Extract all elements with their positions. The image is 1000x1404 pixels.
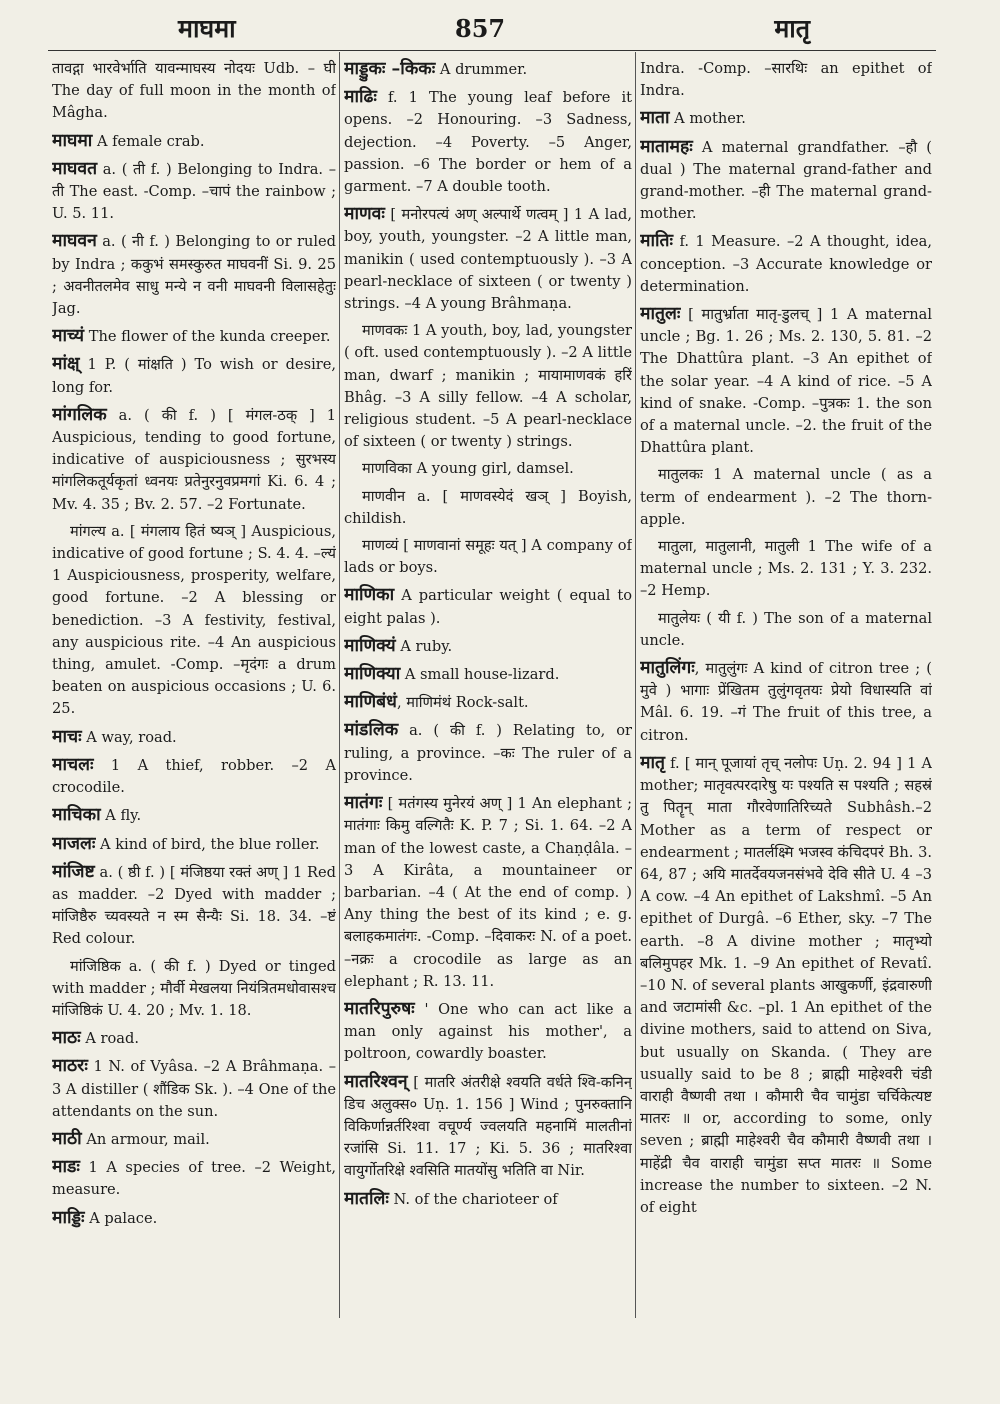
dictionary-entry — [640, 303, 932, 459]
entry-definition: A small house-lizard. — [400, 666, 560, 684]
dictionary-entry — [344, 719, 632, 787]
column-divider — [339, 52, 340, 1318]
entry-headword: माठः — [52, 1028, 81, 1049]
entry-definition: 1 A thief, robber. –2 A crocodile. — [52, 756, 336, 797]
entry-definition: A drummer. — [435, 61, 528, 78]
entry-headword: मातृ — [640, 752, 665, 773]
dictionary-entry — [344, 663, 632, 686]
entry-definition: f. 1 Measure. –2 A thought, idea, conception. –3 Accurate knowledge or determination. — [640, 233, 932, 295]
entry-definition: 1 A species of tree. –2 Weight, measure. — [52, 1159, 336, 1199]
entry-definition: a. ( नी f. ) Belonging to or ruled by Indra ; ककुभं समस्कुरुत माघवनीं Si. 9. 25 ; अवनीतलमेव साधु मन्ये न वनी माघवनी विलासहेतुः Jag. — [52, 233, 336, 318]
dictionary-entry — [344, 998, 632, 1066]
page-number: 857 — [455, 14, 506, 43]
dictionary-entry — [52, 130, 336, 153]
dictionary-entry — [344, 635, 632, 658]
entry-headword: माणवः — [344, 204, 385, 225]
entry-definition: तावद्गा भारवेर्भाति यावन्माघस्य नोदयः Udb. – घी The day of full moon in the month of Mâgha. — [52, 60, 336, 122]
entry-definition: a. ( ष्ठी f. ) [ मंजिष्ठया रक्तं अण् ] 1 Red as madder. –2 Dyed with madder ; मांजिष्ठैरु च्यवस्यते न स्म सैन्यैः Si. 18. 34. –ष्टं Red colour. — [52, 863, 336, 948]
entry-definition: N. of the charioteer of — [388, 1190, 558, 1208]
entry-definition: 1 P. ( मांक्षति ) To wish or desire, long for. — [52, 356, 336, 396]
dictionary-entry — [640, 58, 932, 102]
dictionary-entry — [52, 230, 336, 320]
dictionary-entry — [344, 203, 632, 315]
entry-definition: मांगल्य a. [ मंगलाय हितं ष्यञ् ] Auspicious, indicative of good fortune ; S. 4. 4. –ल्यं 1 Auspiciousness, prosperity, welfare, good fortune. –2 A blessing or benediction. –3 A festivity, festival, any auspicious rite. –4 An auspicious thing, amulet. -Comp. –मृदंगः a drum beaten on auspicious occasions ; U. 6. 25. — [52, 522, 336, 718]
entry-definition: मांजिष्ठिक a. ( की f. ) Dyed or tinged with madder ; मौर्वी मेखलया नियंत्रितमधोवासश्च मांजिष्ठिकं U. 4. 20 ; Mv. 1. 18. — [52, 957, 336, 1019]
entry-definition: [ मातुर्भ्राता मातृ-डुलच् ] 1 A maternal uncle ; Bg. 1. 26 ; Ms. 2. 130, 5. 81. –2 The Dhattûra plant. –3 An epithet of the solar year. –4 A kind of rice. –5 A kind of snake. -Comp. –पुत्रकः 1. the son of a maternal uncle. –2. the fruit of the Dhattûra plant. — [640, 306, 932, 457]
entry-headword: मातुलः — [640, 304, 681, 325]
entry-definition: f. [ मान् पूजायां तृच् नलोपः Uṇ. 2. 94 ] 1 A mother; मातृवत्परदारेषु यः पश्यति स पश्यति ; सहस्रं तु पितॄन् माता गौरवेणातिरिच्यते Subhâsh.–2 Mother as a term of respect or endearment ; मातर्लक्ष्मि भजस्व कंचिदपरं Bh. 3. 64, 87 ; अयि मातर्देवयजनसंभवे देवि सीते U. 4 –3 A cow. –4 An epithet of Lakshmî. –5 An epithet of Durgâ. –6 Ether, sky. –7 The earth. –8 A divine mother ; मातृभ्यो बलिमुपहर Mk. 1. –9 An epithet of Revatî. –10 N. of several plants आखुकर्णी, इंद्रवारुणी and जटामांसी &c. –pl. 1 An epithet of the divine mothers, said to attend on Siva, but usually on Skanda. ( They are usually said to be 8 ; ब्राह्मी माहेश्वरी चंडी वाराही वैष्णवी तथा । कौमारी चैव चामुंडा चर्चिकेत्यष्ट मातरः ॥ or, according to some, only seven ; ब्राह्मी माहेश्वरी चैव कौमारी वैष्णवी तथा । माहेंद्री चैव वाराही चामुंडा सप्त मातरः ॥ Some increase the number to sixteen. –2 N. of eight — [640, 754, 932, 1216]
entry-headword: माणिक्यं — [344, 635, 396, 656]
entry-headword: माता — [640, 108, 670, 129]
dictionary-entry — [640, 657, 932, 747]
entry-definition: माणव्यं [ माणवानां समूहः यत् ] A company of lads or boys. — [344, 537, 632, 577]
entry-headword: मांक्ष् — [52, 354, 80, 375]
entry-headword: माघमा — [52, 130, 93, 151]
dictionary-entry — [52, 833, 336, 856]
dictionary-entry — [52, 1027, 336, 1050]
dictionary-entry — [344, 584, 632, 629]
entry-headword: माठरः — [52, 1056, 88, 1077]
dictionary-entry — [640, 608, 932, 652]
column-1 — [52, 58, 336, 1388]
entry-definition: A mother. — [669, 110, 746, 128]
entry-headword: माचिका — [52, 805, 101, 826]
dictionary-entry — [52, 956, 336, 1023]
dictionary-entry — [640, 536, 932, 603]
dictionary-entry — [344, 1188, 632, 1211]
header-rule — [48, 50, 936, 51]
dictionary-entry — [52, 1055, 336, 1123]
dictionary-entry — [52, 1207, 336, 1230]
entry-definition: Indra. -Comp. –सारथिः an epithet of Indra. — [640, 60, 932, 100]
entry-headword: माणिबंधं — [344, 692, 397, 713]
dictionary-entry — [52, 1156, 336, 1201]
entry-definition: माणविका A young girl, damsel. — [362, 460, 574, 478]
entry-definition: A maternal grandfather. –हौ ( dual ) The maternal grand-father and grand-mother. –ही The maternal grand-mother. — [640, 138, 932, 223]
entry-definition: माणवीन a. [ माणवस्येदं खञ् ] Boyish, childish. — [344, 487, 632, 527]
entry-definition: A way, road. — [81, 728, 177, 746]
dictionary-entry — [52, 404, 336, 516]
dictionary-entry — [640, 752, 932, 1219]
entry-definition: f. 1 The young leaf before it opens. –2 Honouring. –3 Sadness, dejection. –4 Poverty. –5 Anger, passion. –6 The border or hem of a garment. –7 A double tooth. — [344, 89, 632, 196]
entry-definition: मातुलेयः ( यी f. ) The son of a maternal uncle. — [640, 609, 932, 649]
entry-definition: A road. — [80, 1030, 139, 1048]
entry-definition: A palace. — [84, 1209, 158, 1227]
entry-definition: A fly. — [100, 807, 142, 825]
entry-headword: मातरिपुरुषः — [344, 998, 415, 1019]
dictionary-entry — [52, 353, 336, 398]
entry-definition: A kind of bird, the blue roller. — [95, 835, 320, 853]
entry-headword: माडः — [52, 1157, 80, 1178]
entry-definition: ' One who can act like a man only against his mother', a poltroon, cowardly boaster. — [344, 1000, 632, 1063]
entry-definition: 1 N. of Vyâsa. –2 A Brâhmaṇa. –3 A distiller ( शौंडिक Sk. ). –4 One of the attendants on the sun. — [52, 1058, 336, 1120]
entry-headword: माजलः — [52, 833, 96, 854]
entry-headword: माच्यं — [52, 326, 85, 347]
entry-definition: , मातुलुंगः A kind of citron tree ; ( मुवे ) भागाः प्रेंखितम तुलुंगवृतयः प्रेयो विधास्यति वां Mâl. 6. 19. –गं The fruit of this tree, a citron. — [640, 660, 932, 744]
entry-definition: An armour, mail. — [81, 1130, 210, 1148]
dictionary-entry — [344, 792, 632, 993]
entry-definition: मातुला, मातुलानी, मातुली 1 The wife of a maternal uncle ; Ms. 2. 131 ; Y. 3. 232. –2 Hemp. — [640, 538, 932, 600]
entry-headword: मांजिष्ट — [52, 861, 95, 882]
entry-definition: माणवकः 1 A youth, boy, lad, youngster ( oft. used contemptuously ). –2 A little man, dwarf ; manikin ; मायामाणवकं हरिं Bhâg. –3 A silly fellow. –4 A scholar, religious student. –5 A pearl-necklace of sixteen ( or twenty ) strings. — [344, 322, 632, 451]
entry-definition: A particular weight ( equal to eight palas ). — [344, 587, 632, 627]
dictionary-entry — [640, 107, 932, 130]
entry-headword: माघवत — [52, 158, 98, 179]
entry-headword: माचलः — [52, 754, 94, 775]
dictionary-entry — [344, 1071, 632, 1183]
entry-headword: माणिक्या — [344, 664, 401, 685]
entry-definition: [ मनोरपत्यं अण् अल्पार्थे णत्वम् ] 1 A lad, boy, youth, youngster. –2 A little man, manikin ( used contemptuously ). –3 A pearl-necklace of sixteen ( or twenty ) strings. –4 A young Brâhmaṇa. — [344, 206, 632, 313]
dictionary-entry — [52, 861, 336, 951]
entry-headword: माढिः — [344, 87, 377, 108]
dictionary-entry — [344, 458, 632, 480]
entry-definition: A ruby. — [395, 637, 453, 655]
column-2 — [344, 58, 632, 1388]
entry-headword: माड्डुकः –किकः — [344, 59, 436, 79]
entry-headword: मातंगः — [344, 793, 383, 814]
header-left-guide-word: माघमा — [178, 14, 236, 43]
entry-headword: माचः — [52, 726, 82, 747]
entry-headword: माड्डिः — [52, 1207, 85, 1228]
dictionary-entry — [52, 726, 336, 749]
entry-definition: मातुलकः 1 A maternal uncle ( as a term of endearment ). –2 The thorn-apple. — [640, 466, 932, 528]
column-3 — [640, 58, 932, 1388]
entry-definition: a. ( ती f. ) Belonging to Indra. –ती The east. -Comp. –चापं the rainbow ; U. 5. 11. — [52, 160, 336, 223]
dictionary-entry — [52, 158, 336, 226]
dictionary-entry — [640, 230, 932, 298]
entry-definition: A female crab. — [92, 132, 205, 150]
entry-definition: The flower of the kunda creeper. — [84, 328, 331, 346]
dictionary-entry — [640, 136, 932, 226]
entry-definition: , माणिमंथं Rock-salt. — [396, 694, 529, 712]
entry-definition: [ मातरि अंतरीक्षे श्वयति वर्धते श्वि-कनिन् डिच अलुक्स० Uṇ. 1. 156 ] Wind ; पुनरुक्तानि विकिर्णान्नर्तरिश्वा वचूर्ण्य ज्वलयति महनामिं मालतीनां रजांसि Si. 11. 17 ; Ki. 5. 36 ; मातरिश्वा वायुर्गोतरिक्षे श्वसिति मातयोंसु भतिति वा Nir. — [344, 1073, 632, 1180]
entry-definition: [ मतंगस्य मुनेरयं अण् ] 1 An elephant ; मातंगाः किमु वल्गितैः K. P. 7 ; Si. 1. 64. –2 A man of the lowest caste, a Chaṇḍâla. –3 A Kirâta, a mountaineer or barbarian. –4 ( At the end of comp. ) Any thing the best of its kind ; e. g. बलाहकमातंगः. -Comp. –दिवाकरः N. of a poet. –नक्रः a crocodile as large as an elephant ; R. 13. 11. — [344, 795, 632, 990]
dictionary-entry — [52, 325, 336, 348]
entry-headword: मांडलिक — [344, 720, 399, 741]
entry-headword: माघवन — [52, 231, 97, 252]
entry-headword: मांगलिक — [52, 404, 107, 425]
entry-headword: मातरिश्वन् — [344, 1071, 408, 1092]
entry-headword: मातलिः — [344, 1188, 389, 1209]
dictionary-entry — [344, 320, 632, 453]
column-divider — [635, 52, 636, 1318]
entry-headword: मातिः — [640, 231, 674, 252]
dictionary-entry — [52, 1128, 336, 1151]
entry-headword: माठी — [52, 1128, 82, 1149]
dictionary-entry — [640, 464, 932, 531]
dictionary-entry — [52, 754, 336, 799]
header-right-guide-word: मातृ — [774, 14, 810, 43]
dictionary-entry — [344, 86, 632, 198]
dictionary-entry — [344, 486, 632, 530]
dictionary-entry — [344, 58, 632, 81]
dictionary-entry — [344, 535, 632, 579]
entry-headword: मातुलिंगः — [640, 658, 695, 679]
entry-definition: a. ( की f. ) [ मंगल-ठक् ] 1 Auspicious, tending to good fortune, indicative of auspiciousness ; सुरभस्य मांगलिकतूर्यकृतां ध्वनयः प्रतेनुरनुवप्रमगां Ki. 6. 4 ; Mv. 4. 35 ; Bv. 2. 57. –2 Fortunate. — [52, 406, 336, 513]
entry-headword: माणिका — [344, 585, 395, 606]
dictionary-entry — [344, 691, 632, 714]
dictionary-entry — [52, 521, 336, 721]
dictionary-entry — [52, 58, 336, 125]
dictionary-entry — [52, 804, 336, 827]
entry-headword: मातामहः — [640, 136, 693, 157]
entry-definition: a. ( की f. ) Relating to, or ruling, a province. –कः The ruler of a province. — [344, 722, 632, 784]
